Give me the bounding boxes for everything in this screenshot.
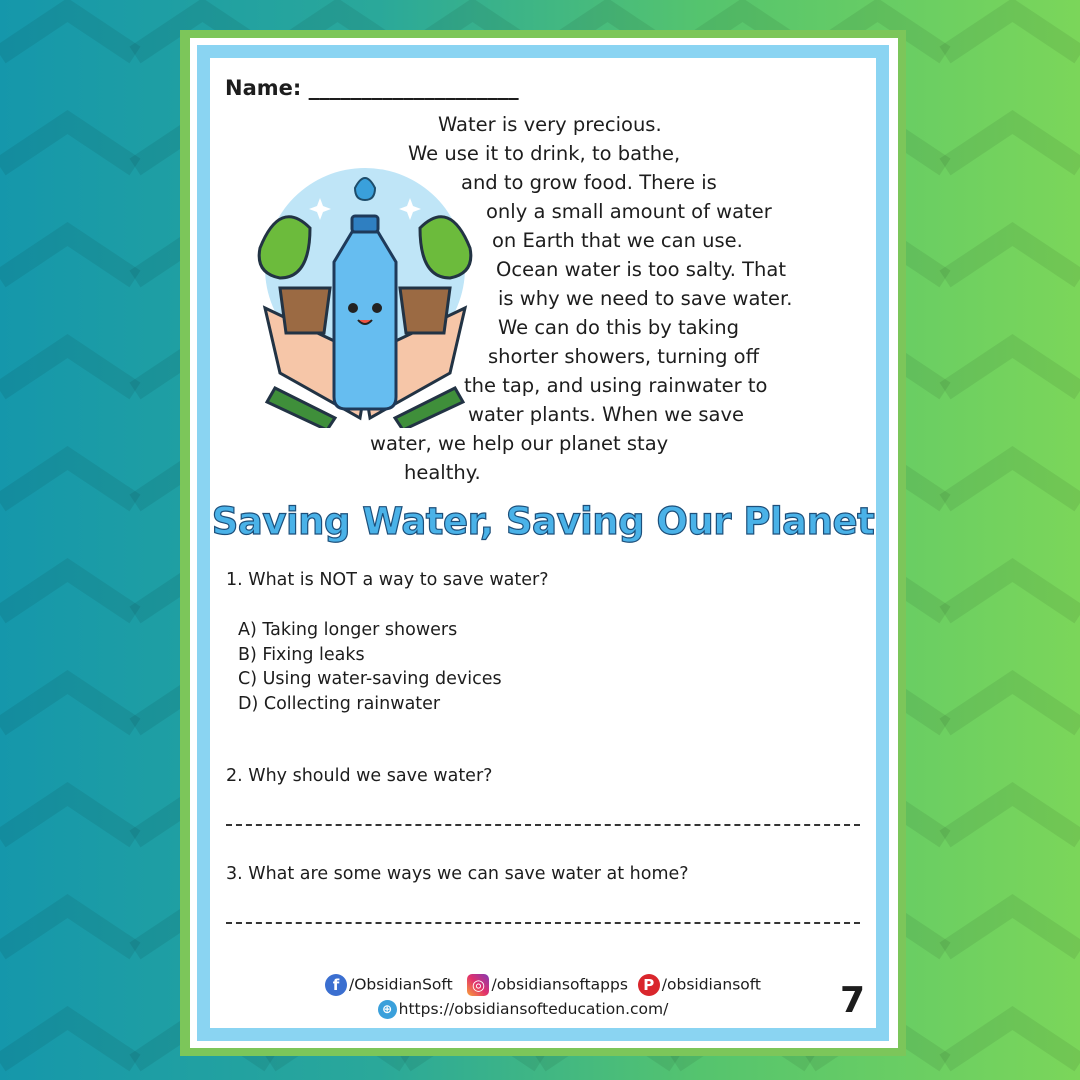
chevron-shape: [945, 906, 1080, 951]
question-3: 3. What are some ways we can save water at home?: [226, 864, 689, 884]
website-row: [190, 1000, 856, 1019]
chevron-shape: [945, 346, 1080, 391]
chevron-shape: [945, 794, 1080, 839]
chevron-shape: [0, 1018, 135, 1063]
chevron-shape: [0, 346, 135, 391]
instagram-icon: ◎: [467, 974, 489, 996]
passage-line: the tap, and using rainwater to: [464, 374, 768, 397]
chevron-shape: [0, 906, 135, 951]
globe-icon: ⊕: [378, 1000, 397, 1019]
passage-line: shorter showers, turning off: [488, 345, 760, 368]
option-a: A) Taking longer showers: [238, 620, 458, 640]
chevron-shape: [945, 1018, 1080, 1063]
chevron-shape: [0, 570, 135, 615]
worksheet-title: Saving Water, Saving Our Planet: [211, 500, 875, 543]
chevron-shape: [0, 794, 135, 839]
name-field-label: Name: ____________________: [225, 76, 519, 100]
website-link[interactable]: https://obsidiansofteducation.com/: [398, 1000, 669, 1018]
passage-line: Ocean water is too salty. That: [496, 258, 787, 281]
answer-line-2[interactable]: [226, 824, 860, 826]
chevron-shape: [0, 458, 135, 503]
question-1: 1. What is NOT a way to save water?: [226, 570, 549, 590]
passage-line: on Earth that we can use.: [492, 229, 743, 252]
passage-line: healthy.: [404, 461, 481, 484]
chevron-shape: [945, 570, 1080, 615]
chevron-shape: [945, 682, 1080, 727]
chevron-shape: [945, 122, 1080, 167]
passage-line: and to grow food. There is: [461, 171, 717, 194]
question-2: 2. Why should we save water?: [226, 766, 493, 786]
chevron-shape: [0, 234, 135, 279]
facebook-link[interactable]: /ObsidianSoft: [348, 975, 453, 994]
chevron-shape: [945, 10, 1080, 55]
pinterest-icon: P: [638, 974, 660, 996]
question-1-options: [238, 618, 502, 716]
option-d: D) Collecting rainwater: [238, 693, 441, 714]
passage-line: Water is very precious.: [438, 113, 662, 136]
instagram-link[interactable]: /obsidiansoftapps: [491, 975, 628, 994]
passage-line: is why we need to save water.: [498, 287, 793, 310]
passage-line: water, we help our planet stay: [370, 432, 669, 455]
social-links: [210, 974, 876, 996]
passage-line: only a small amount of water: [486, 200, 772, 223]
chevron-shape: [945, 458, 1080, 503]
passage-line: We use it to drink, to bathe,: [408, 142, 681, 165]
option-b: B) Fixing leaks: [238, 644, 365, 665]
answer-line-3[interactable]: [226, 922, 860, 924]
chevron-shape: [0, 682, 135, 727]
chevron-shape: [945, 234, 1080, 279]
chevron-shape: [0, 122, 135, 167]
option-c: C) Using water-saving devices: [238, 669, 502, 689]
page-number: 7: [840, 980, 866, 1021]
passage-line: We can do this by taking: [498, 316, 740, 339]
pinterest-link[interactable]: /obsidiansoft: [661, 975, 762, 994]
chevron-shape: [0, 10, 135, 55]
passage-line: water plants. When we save: [468, 403, 745, 426]
water-bottle-hands-illustration: [240, 158, 490, 428]
worksheet-page: [210, 58, 876, 1028]
facebook-icon: f: [325, 974, 347, 996]
